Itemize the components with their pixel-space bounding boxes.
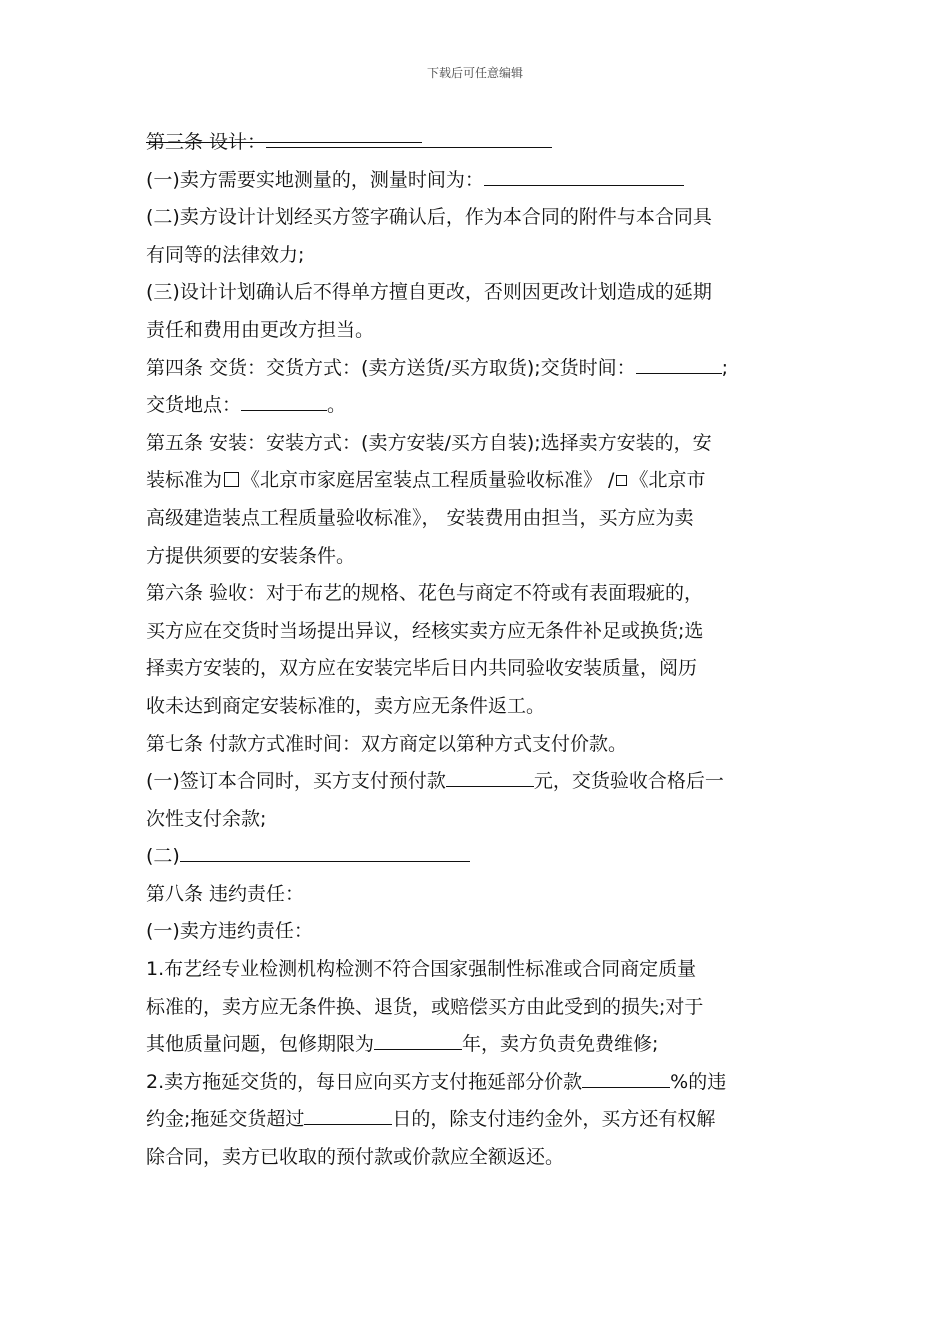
text-line xyxy=(146,613,810,651)
text-run: 元，交货验收合格后一 xyxy=(533,770,724,793)
text-run: 《北京市家庭居室装点工程质量验收标准》 / xyxy=(241,469,615,492)
text-line xyxy=(146,1101,810,1139)
text-run: (二) xyxy=(146,845,180,868)
text-run: 第四条 交货：交货方式：(卖方送货/买方取货);交货时间： xyxy=(146,356,636,379)
text-run: (一)签订本合同时，买方支付预付款 xyxy=(146,770,446,793)
page-header: 下载后可任意编辑 xyxy=(426,66,523,80)
checkbox-icon[interactable] xyxy=(616,475,627,486)
text-line xyxy=(146,688,810,726)
text-run: (一)卖方需要实地测量的，测量时间为： xyxy=(146,168,484,191)
text-line xyxy=(146,274,810,312)
text-run: 第六条 验收：对于布艺的规格、花色与商定不符或有表面瑕疵的， xyxy=(146,582,704,605)
text-run: 日的，除支付违约金外，买方还有权解 xyxy=(392,1108,716,1131)
text-run: (三)设计计划确认后不得单方擅自更改，否则因更改计划造成的延期 xyxy=(146,281,712,304)
text-line xyxy=(146,838,810,876)
text-line xyxy=(146,124,810,162)
text-run: 装标准为 xyxy=(146,469,223,492)
text-run: 交货地点： xyxy=(146,394,242,417)
text-line xyxy=(146,237,810,275)
text-line xyxy=(146,763,810,801)
text-line xyxy=(146,650,810,688)
text-line xyxy=(146,387,810,425)
text-run: %的违 xyxy=(670,1070,727,1093)
text-run: 收未达到商定安装标准的，卖方应无条件返工。 xyxy=(146,694,546,717)
text-run: 第七条 付款方式准时间：双方商定以第种方式支付价款。 xyxy=(146,732,628,755)
text-line xyxy=(146,1064,810,1102)
text-run: 方提供须要的安装条件。 xyxy=(146,544,356,567)
text-line xyxy=(146,951,810,989)
text-run: 买方应在交货时当场提出异议，经核实卖方应无条件补足或换货;选 xyxy=(146,619,704,642)
text-run: 次性支付余款; xyxy=(146,807,267,830)
text-run: 第五条 安装：安装方式：(卖方安装/买方自装);选择卖方安装的，安 xyxy=(146,431,712,454)
fill-in-blank[interactable] xyxy=(180,841,470,862)
fill-in-blank[interactable] xyxy=(241,390,327,411)
text-run: 有同等的法律效力; xyxy=(146,243,305,266)
text-line xyxy=(146,162,810,200)
text-run: ; xyxy=(721,356,729,379)
text-line xyxy=(146,1139,810,1177)
text-line xyxy=(146,462,810,500)
text-run: 标准的，卖方应无条件换、退货，或赔偿买方由此受到的损失;对于 xyxy=(146,995,704,1018)
text-line xyxy=(146,538,810,576)
fill-in-blank[interactable] xyxy=(446,766,534,787)
fill-in-blank[interactable] xyxy=(374,1029,462,1050)
text-run: 其他质量问题，包修期限为 xyxy=(146,1033,375,1056)
text-run: 择卖方安装的，双方应在安装完毕后日内共同验收安装质量，阅历 xyxy=(146,657,698,680)
fill-in-blank[interactable] xyxy=(266,127,552,148)
text-line xyxy=(146,500,810,538)
checkbox-icon[interactable] xyxy=(224,472,239,487)
text-line xyxy=(146,350,810,388)
text-run: 年，卖方负责免费维修; xyxy=(462,1033,659,1056)
text-line xyxy=(146,425,810,463)
text-line xyxy=(146,913,810,951)
text-line xyxy=(146,1026,810,1064)
fill-in-blank[interactable] xyxy=(582,1067,670,1088)
text-run: (一)卖方违约责任： xyxy=(146,920,313,943)
text-run: 第三条 设计： xyxy=(146,131,267,153)
contract-body xyxy=(146,124,810,1177)
text-line xyxy=(146,876,810,914)
fill-in-blank[interactable] xyxy=(304,1104,392,1125)
text-run: 除合同，卖方已收取的预付款或价款应全额返还。 xyxy=(146,1146,565,1169)
text-line xyxy=(146,312,810,350)
text-run: 第八条 违约责任： xyxy=(146,882,305,905)
text-run: 约金;拖延交货超过 xyxy=(146,1108,305,1131)
text-run: 《北京市 xyxy=(629,469,706,492)
text-line xyxy=(146,726,810,764)
text-run: 责任和费用由更改方担当。 xyxy=(146,318,375,341)
text-run: (二)卖方设计计划经买方签字确认后，作为本合同的附件与本合同具 xyxy=(146,206,712,229)
text-run: 2.卖方拖延交货的，每日应向买方支付拖延部分价款 xyxy=(146,1070,583,1093)
text-line xyxy=(146,199,810,237)
text-run: 。 xyxy=(327,394,347,417)
text-run: 高级建造装点工程质量验收标准》， 安装费用由担当，买方应为卖 xyxy=(146,506,694,529)
text-run: 1.布艺经专业检测机构检测不符合国家强制性标准或合同商定质量 xyxy=(146,958,697,981)
text-line xyxy=(146,575,810,613)
fill-in-blank[interactable] xyxy=(636,353,722,374)
text-line xyxy=(146,989,810,1027)
fill-in-blank[interactable] xyxy=(484,165,684,186)
text-line xyxy=(146,801,810,839)
